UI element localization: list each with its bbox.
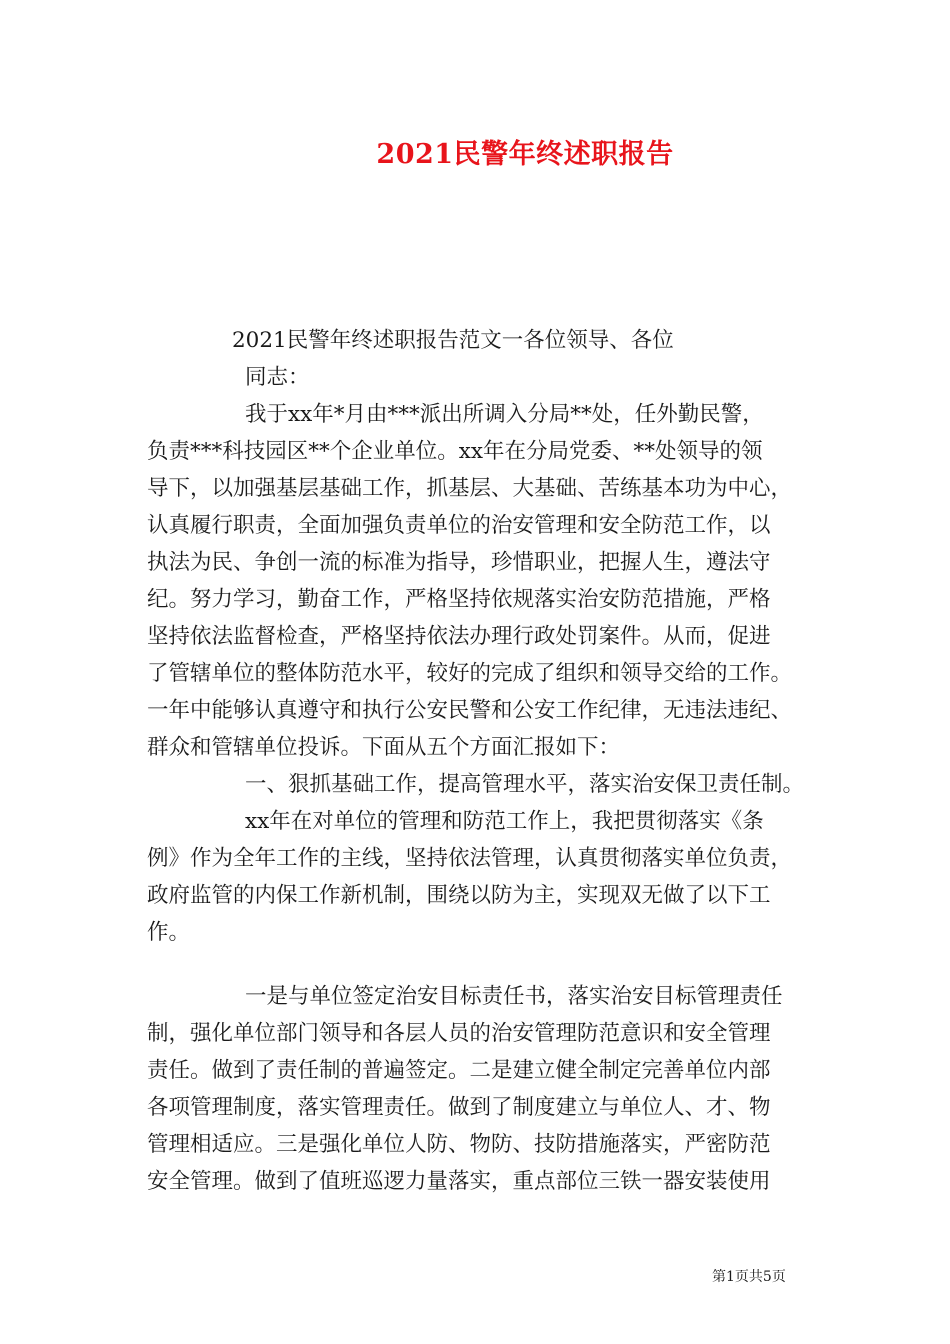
text-line: 各项管理制度，落实管理责任。做到了制度建立与单位人、才、物 — [147, 1095, 771, 1120]
text-line: 制，强化单位部门领导和各层人员的治安管理防范意识和安全管理 — [147, 1021, 771, 1046]
text-line: 导下，以加强基层基础工作，抓基层、大基础、苦练基本功为中心， — [147, 476, 793, 501]
text-line: 负责***科技园区**个企业单位。xx年在分局党委、**处领导的领 — [147, 439, 763, 464]
text-line: 政府监管的内保工作新机制，围绕以防为主，实现双无做了以下工 — [147, 883, 771, 908]
document-title: 2021民警年终述职报告 — [376, 139, 674, 170]
page-number: 第1页共5页 — [712, 1269, 786, 1285]
text-line: 同志： — [245, 365, 310, 390]
text-line: 纪。努力学习，勤奋工作，严格坚持依规落实治安防范措施，严格 — [147, 587, 771, 612]
text-line: 管理相适应。三是强化单位人防、物防、技防措施落实，严密防范 — [147, 1132, 771, 1157]
text-line: 一年中能够认真遵守和执行公安民警和公安工作纪律，无违法违纪、 — [147, 698, 793, 723]
text-line: 认真履行职责，全面加强负责单位的治安管理和安全防范工作，以 — [147, 513, 771, 538]
text-line: 群众和管辖单位投诉。下面从五个方面汇报如下： — [147, 735, 621, 760]
text-line: 一是与单位签定治安目标责任书，落实治安目标管理责任 — [245, 984, 783, 1009]
text-line: 安全管理。做到了值班巡逻力量落实，重点部位三铁一器安装使用 — [147, 1169, 771, 1194]
text-line: 我于xx年*月由***派出所调入分局**处，任外勤民警， — [245, 402, 764, 427]
text-line: 了管辖单位的整体防范水平，较好的完成了组织和领导交给的工作。 — [147, 661, 793, 686]
text-line: 坚持依法监督检查，严格坚持依法办理行政处罚案件。从而，促进 — [147, 624, 771, 649]
text-line: 作。 — [147, 920, 191, 945]
text-line: 2021民警年终述职报告范文一各位领导、各位 — [232, 328, 674, 353]
text-line: 责任。做到了责任制的普遍签定。二是建立健全制定完善单位内部 — [147, 1058, 771, 1083]
text-line: 执法为民、争创一流的标准为指导，珍惜职业，把握人生，遵法守 — [147, 550, 771, 575]
text-line: xx年在对单位的管理和防范工作上，我把贯彻落实《条 — [245, 809, 764, 834]
text-line: 例》作为全年工作的主线，坚持依法管理，认真贯彻落实单位负责， — [147, 846, 793, 871]
section-heading: 一、狠抓基础工作，提高管理水平，落实治安保卫责任制。 — [245, 772, 805, 797]
